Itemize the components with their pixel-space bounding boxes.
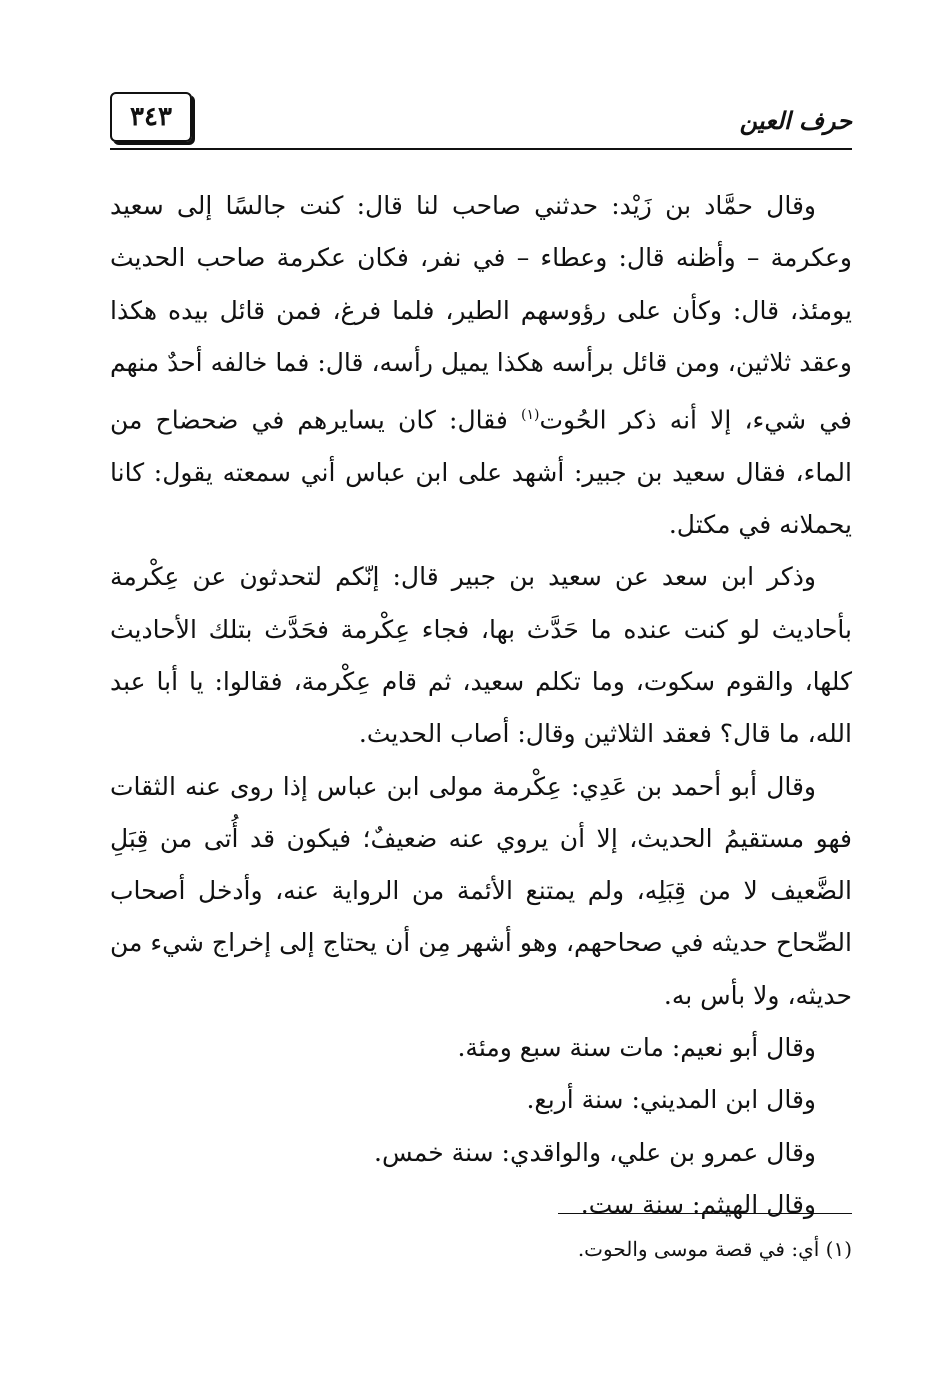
- running-title: حرف العين: [739, 106, 852, 135]
- paragraph-hammad: [110, 180, 852, 551]
- footnote: (١) أي: في قصة موسى والحوت.: [577, 1237, 852, 1261]
- paragraph-text-continued: فقال: كان يسايرهم في ضحضاح من الماء، فقال سعيد بن جبير: أشهد على ابن عباس أني سمعته يقول: كانا يحملانه في مكتل.: [110, 405, 852, 540]
- paragraph-ibn-adi: وقال أبو أحمد بن عَدِي: عِكْرمة مولى ابن عباس إذا روى عنه الثقات فهو مستقيمُ الحديث، إلا أن يروي عنه ضعيفٌ؛ فيكون قد أُتى من قِبَلِ الضَّعيف لا من قِبَلِه، ولم يمتنع الأئمة من الرواية عنه، وأدخل أصحاب الصِّحاح حديثه في صحاحهم، وهو أشهر مِن أن يحتاج إلى إخراج شيء من حديثه، ولا بأس به.: [110, 771, 852, 1010]
- paragraph-abu-nuaim: وقال أبو نعيم: مات سنة سبع ومئة.: [457, 1033, 816, 1063]
- paragraph-ibn-saad: وذكر ابن سعد عن سعيد بن جبير قال: إنّكم لتحدثون عن عِكْرمة بأحاديث لو كنت عنده ما حَدَّث بها، فجاء عِكْرمة فحَدَّث بتلك الأحاديث كلها، والقوم سكوت، وما تكلم سعيد، ثم قام عِكْرمة، فقالوا: يا أبا عبد الله، ما قال؟ فعقد الثلاثين وقال: أصاب الحديث.: [110, 562, 852, 749]
- page-number: ٣٤٣: [110, 92, 192, 142]
- footnote-rule: [558, 1213, 852, 1214]
- page-header: [110, 92, 852, 152]
- paragraph-amr-waqidi: وقال عمرو بن علي، والواقدي: سنة خمس.: [374, 1137, 816, 1167]
- header-rule: [110, 148, 852, 150]
- paragraph-ibn-madini: وقال ابن المديني: سنة أربع.: [526, 1085, 816, 1115]
- paragraph-haytham: وقال الهيثم: سنة ست.: [580, 1189, 816, 1219]
- paragraph-text: وقال حمَّاد بن زَيْد: حدثني صاحب لنا قال: كنت جالسًا إلى سعيد وعكرمة – وأظنه قال: وعطاء – في نفر، فكان عكرمة صاحب الحديث يومئذ، قال: وكأن على رؤوسهم الطير، فلما فرغ، فمن قائل بيده هكذا وعقد ثلاثين، ومن قائل برأسه هكذا يميل رأسه، قال: فما خالفه أحدٌ منهم في شيء، إلا أنه ذكر الحُوت: [110, 191, 853, 435]
- main-text: [110, 180, 852, 1231]
- footnote-marker: (١): [520, 407, 540, 424]
